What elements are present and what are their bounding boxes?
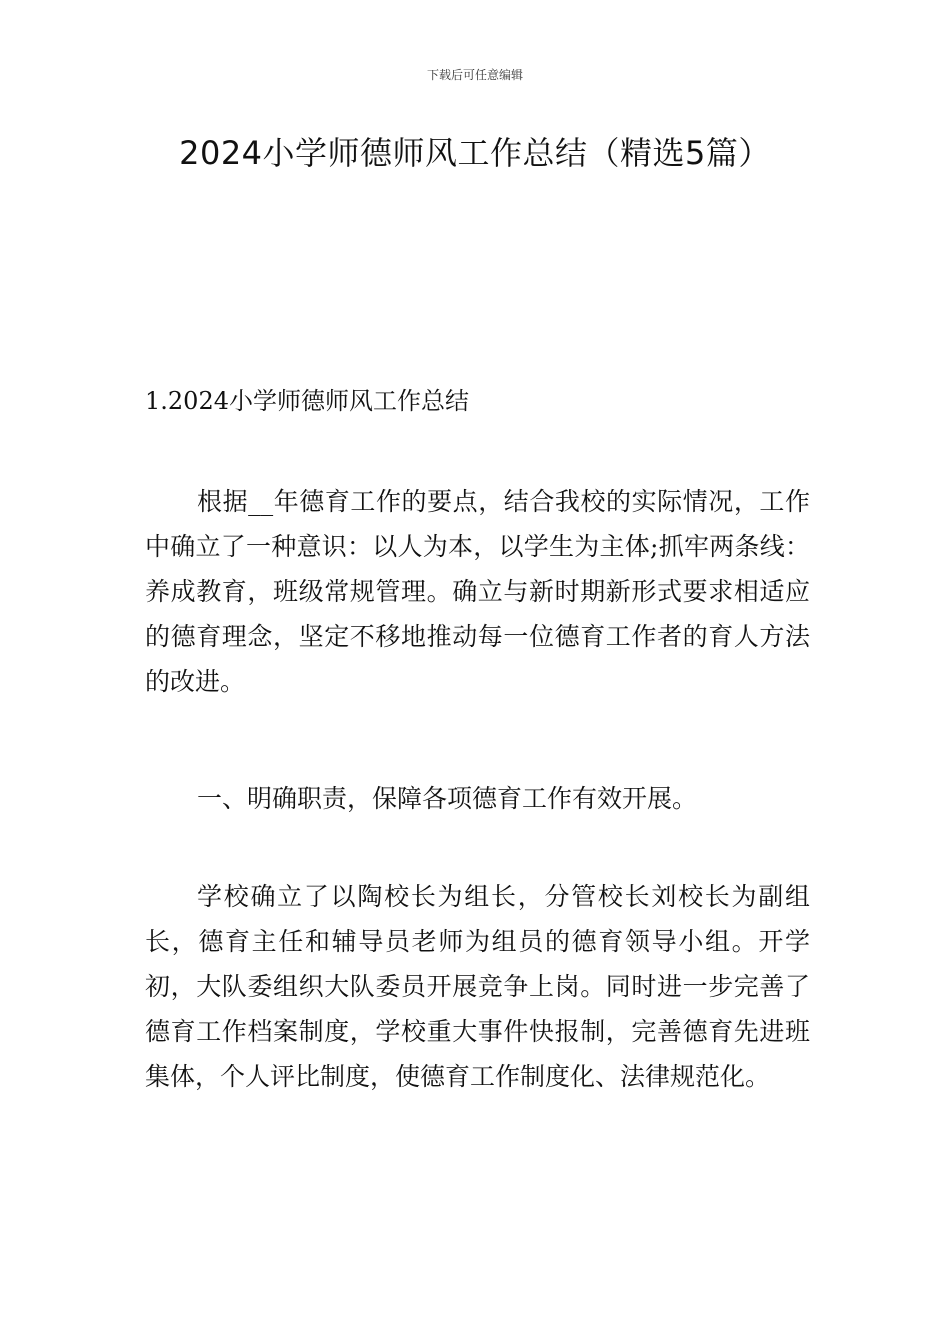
- paragraph-body: 学校确立了以陶校长为组长，分管校长刘校长为副组长，德育主任和辅导员老师为组员的德育领导小组。开学初，大队委组织大队委员开展竞争上岗。同时进一步完善了德育工作档案制度，学校重大事件快报制，完善德育先进班集体，个人评比制度，使德育工作制度化、法律规范化。: [145, 882, 810, 1091]
- paragraph-subheading: 一、明确职责，保障各项德育工作有效开展。: [197, 784, 698, 813]
- section-heading: 1.2024小学师德师风工作总结: [145, 387, 469, 415]
- paragraph-intro: 根据__年德育工作的要点，结合我校的实际情况，工作中确立了一种意识：以人为本，以学生为主体;抓牢两条线：养成教育，班级常规管理。确立与新时期新形式要求相适应的德育理念，坚定不移地推动每一位德育工作者的育人方法的改进。: [145, 487, 810, 696]
- header-note: 下载后可任意编辑: [426, 68, 523, 82]
- document-title: 2024小学师德师风工作总结（精选5篇）: [179, 134, 771, 172]
